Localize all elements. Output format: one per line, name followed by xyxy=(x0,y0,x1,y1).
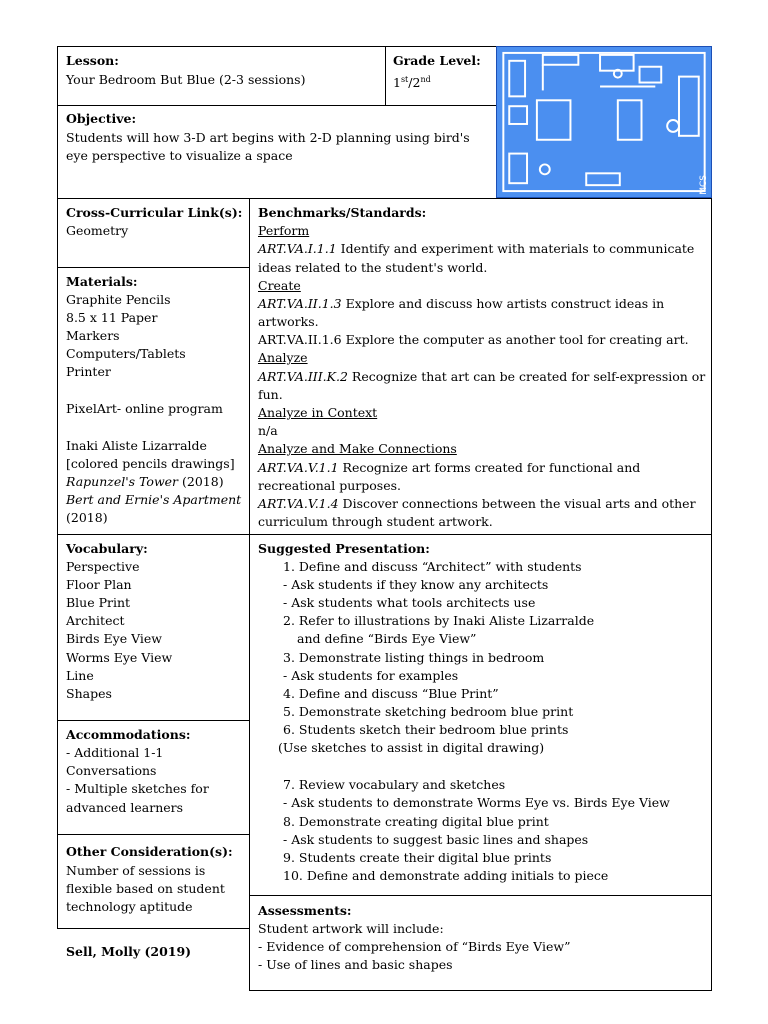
vocabulary-item: Birds Eye View xyxy=(66,631,163,646)
grade-sup-st: st xyxy=(400,75,409,84)
benchmark-heading-create: Create xyxy=(258,278,301,293)
vocabulary-item: Worms Eye View xyxy=(66,650,173,665)
presentation-line: 8. Demonstrate creating digital blue print xyxy=(283,814,549,829)
lesson-label: Lesson: xyxy=(66,53,119,68)
grade-sup-nd: nd xyxy=(420,75,431,84)
presentation-line: - Ask students to suggest basic lines and shapes xyxy=(283,832,589,847)
presentation-line: - Ask students for examples xyxy=(283,668,459,683)
materials-item: 8.5 x 11 Paper xyxy=(66,310,158,325)
benchmark-c1-text: Explore and discuss how artists construct ideas in xyxy=(341,296,665,311)
benchmark-m1-cont: recreational purposes. xyxy=(258,478,401,493)
vocabulary-item: Line xyxy=(66,668,94,683)
benchmark-m2-cont: curriculum through student artwork. xyxy=(258,514,493,529)
presentation-line: and define “Birds Eye View” xyxy=(297,631,477,646)
cross-value: Geometry xyxy=(66,223,129,238)
vocabulary-item: Blue Print xyxy=(66,595,131,610)
assessments-label: Assessments: xyxy=(258,903,352,918)
other-line: technology aptitude xyxy=(66,899,193,914)
benchmark-p1 xyxy=(258,240,694,258)
materials-program: PixelArt- online program xyxy=(66,401,223,416)
materials-item: Computers/Tablets xyxy=(66,346,186,361)
benchmark-a1-code: ART.VA.III.K.2 xyxy=(258,369,348,384)
presentation-line: - Ask students to demonstrate Worms Eye vs. Birds Eye View xyxy=(283,795,670,810)
benchmark-c1-cont: artworks. xyxy=(258,314,319,329)
presentation-line: 9. Students create their digital blue prints xyxy=(283,850,552,865)
assessments-line: Student artwork will include: xyxy=(258,921,444,936)
presentation-line: 4. Define and discuss “Blue Print” xyxy=(283,686,499,701)
vocabulary-item: Shapes xyxy=(66,686,112,701)
benchmark-m1-code: ART.VA.V.1.1 xyxy=(258,460,339,475)
benchmark-a1-text: Recognize that art can be created for self-expression or xyxy=(347,369,706,384)
other-label: Other Consideration(s): xyxy=(66,844,233,859)
benchmark-p1-cont: ideas related to the student's world. xyxy=(258,260,488,275)
benchmark-p1-text: Identify and experiment with materials to communicate xyxy=(336,241,695,256)
lesson-title: Your Bedroom But Blue (2-3 sessions) xyxy=(66,72,306,87)
accommodations-line: - Additional 1-1 xyxy=(66,745,164,760)
presentation-line: - Ask students what tools architects use xyxy=(283,595,536,610)
benchmark-a1-cont: fun. xyxy=(258,387,283,402)
presentation-label: Suggested Presentation: xyxy=(258,541,430,556)
author-credit: Sell, Molly (2019) xyxy=(66,944,192,959)
benchmark-m2 xyxy=(258,495,696,513)
accommodations-line: advanced learners xyxy=(66,800,184,815)
blueprint-initials: MCS xyxy=(699,175,709,195)
benchmark-heading-context: Analyze in Context xyxy=(258,405,378,420)
benchmark-heading-connections: Analyze and Make Connections xyxy=(258,441,457,456)
materials-item: Graphite Pencils xyxy=(66,292,171,307)
vocabulary-item: Perspective xyxy=(66,559,140,574)
benchmark-m2-code: ART.VA.V.1.4 xyxy=(258,496,339,511)
benchmark-heading-analyze: Analyze xyxy=(258,350,308,365)
benchmark-a1 xyxy=(258,368,705,386)
blueprint-image xyxy=(496,46,712,198)
objective-line-1: Students will how 3-D art begins with 2-D planning using bird's xyxy=(66,130,470,145)
grade-value xyxy=(393,71,431,92)
assessments-line: - Use of lines and basic shapes xyxy=(258,957,453,972)
presentation-line: 2. Refer to illustrations by Inaki Aliste Lizarralde xyxy=(283,613,595,628)
work-1-year: (2018) xyxy=(178,474,224,489)
vocabulary-item: Architect xyxy=(66,613,125,628)
objective-label: Objective: xyxy=(66,111,137,126)
materials-artist-medium: [colored pencils drawings] xyxy=(66,456,235,471)
presentation-line: (Use sketches to assist in digital drawing) xyxy=(278,740,545,755)
presentation-line: 1. Define and discuss “Architect” with students xyxy=(283,559,582,574)
grade-label: Grade Level: xyxy=(393,53,481,68)
other-line: flexible based on student xyxy=(66,881,225,896)
vocabulary-item: Floor Plan xyxy=(66,577,132,592)
benchmark-c2: ART.VA.II.1.6 Explore the computer as another tool for creating art. xyxy=(258,332,689,347)
grade-first: 1 xyxy=(393,75,401,91)
vocabulary-label: Vocabulary: xyxy=(66,541,148,556)
objective-line-2: eye perspective to visualize a space xyxy=(66,148,293,163)
presentation-line: 6. Students sketch their bedroom blue prints xyxy=(283,722,569,737)
work-1-title: Rapunzel's Tower xyxy=(66,474,179,489)
presentation-line: - Ask students if they know any architects xyxy=(283,577,549,592)
benchmark-c1-code: ART.VA.II.1.3 xyxy=(258,296,342,311)
benchmark-m1-text: Recognize art forms created for functional and xyxy=(338,460,641,475)
benchmark-heading-perform: Perform xyxy=(258,223,310,238)
benchmark-p1-code: ART.VA.I.1.1 xyxy=(258,241,337,256)
materials-work-1 xyxy=(66,473,224,491)
presentation-line: 10. Define and demonstrate adding initials to piece xyxy=(283,868,609,883)
materials-item: Printer xyxy=(66,364,111,379)
accommodations-line: Conversations xyxy=(66,763,157,778)
benchmarks-label: Benchmarks/Standards: xyxy=(258,205,427,220)
grade-slash: /2 xyxy=(408,75,421,91)
materials-work-2-year: (2018) xyxy=(66,510,108,525)
materials-label: Materials: xyxy=(66,274,138,289)
presentation-line: 3. Demonstrate listing things in bedroom xyxy=(283,650,545,665)
cross-label: Cross-Curricular Link(s): xyxy=(66,205,243,220)
assessments-line: - Evidence of comprehension of “Birds Eye View” xyxy=(258,939,571,954)
other-line: Number of sessions is xyxy=(66,863,206,878)
presentation-line: 5. Demonstrate sketching bedroom blue print xyxy=(283,704,574,719)
materials-work-2: Bert and Ernie's Apartment xyxy=(66,492,242,507)
materials-item: Markers xyxy=(66,328,120,343)
accommodations-line: - Multiple sketches for xyxy=(66,781,209,796)
accommodations-label: Accommodations: xyxy=(66,727,191,742)
benchmark-m2-text: Discover connections between the visual arts and other xyxy=(338,496,696,511)
benchmark-c1 xyxy=(258,295,664,313)
benchmark-context-value: n/a xyxy=(258,423,278,438)
benchmark-m1 xyxy=(258,459,640,477)
presentation-line: 7. Review vocabulary and sketches xyxy=(283,777,506,792)
materials-artist: Inaki Aliste Lizarralde xyxy=(66,438,207,453)
